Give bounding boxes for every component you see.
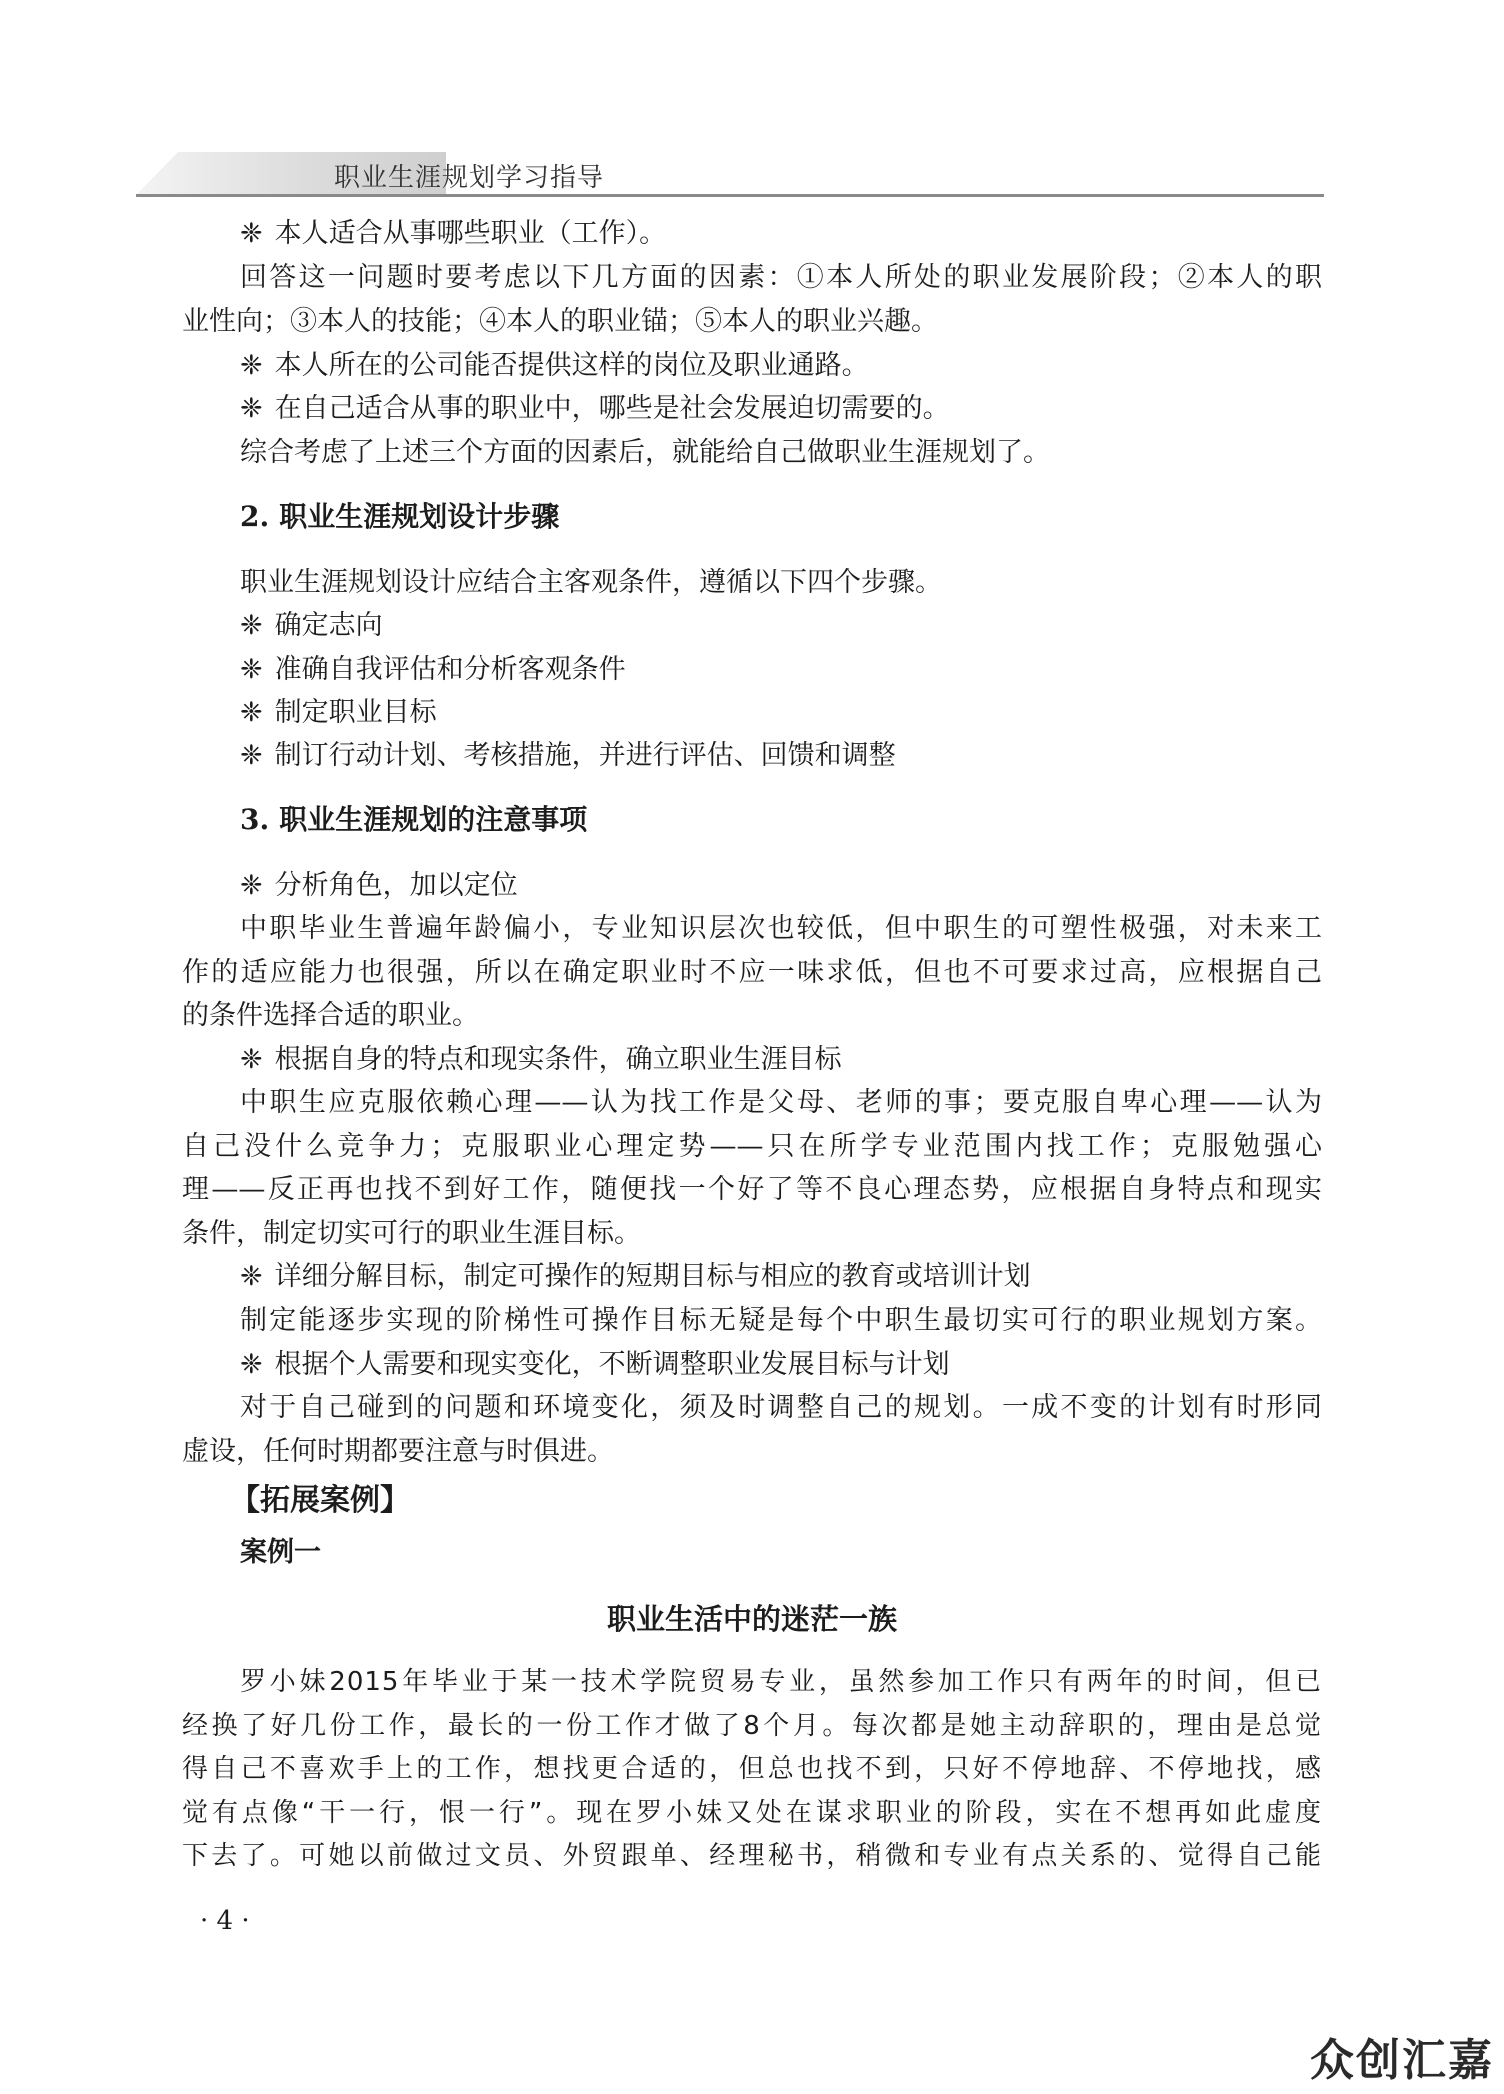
watermark-logo: 众创汇嘉: [1310, 2035, 1494, 2086]
extension-label: 【拓展案例】: [230, 1483, 410, 1518]
case-paragraph-line: 经换了好几份工作，最长的一份工作才做了8个月。每次都是她主动辞职的，理由是总觉: [182, 1711, 1322, 1741]
bullet-icon: ❈: [240, 1349, 263, 1380]
bullet-item: ❈ 本人所在的公司能否提供这样的岗位及职业通路。: [240, 350, 869, 381]
paragraph-line: 回答这一问题时要考虑以下几方面的因素：①本人所处的职业发展阶段；②本人的职: [240, 262, 1322, 293]
paragraph-line: 职业生涯规划设计应结合主客观条件，遵循以下四个步骤。: [240, 567, 942, 598]
paragraph-line: 中职毕业生普遍年龄偏小，专业知识层次也较低，但中职生的可塑性极强，对未来工: [240, 913, 1322, 944]
bullet-item: ❈ 分析角色，加以定位: [240, 870, 518, 901]
running-header: [136, 152, 1324, 198]
bullet-icon: ❈: [240, 393, 263, 424]
bullet-icon: ❈: [240, 350, 263, 381]
bullet-icon: ❈: [240, 1044, 263, 1075]
case-paragraph-line: 罗小妹2015年毕业于某一技术学院贸易专业，虽然参加工作只有两年的时间，但已: [240, 1667, 1322, 1697]
case-label: 案例一: [240, 1537, 321, 1568]
bullet-icon: ❈: [240, 697, 263, 728]
section-heading: 3. 职业生涯规划的注意事项: [240, 803, 588, 836]
step-item: ❈ 确定志向: [240, 610, 383, 641]
paragraph-line: 理——反正再也找不到好工作，随便找一个好了等不良心理态势，应根据自身特点和现实: [182, 1174, 1322, 1205]
paragraph-line: 中职生应克服依赖心理——认为找工作是父母、老师的事；要克服自卑心理——认为: [240, 1087, 1322, 1118]
running-header-title: 职业生涯规划学习指导: [334, 163, 605, 193]
bullet-icon: ❈: [240, 610, 263, 641]
case-paragraph-line: 得自己不喜欢手上的工作，想找更合适的，但总也找不到，只好不停地辞、不停地找，感: [182, 1754, 1322, 1784]
case-paragraph-line: 下去了。可她以前做过文员、外贸跟单、经理秘书，稍微和专业有点关系的、觉得自己能: [182, 1841, 1322, 1871]
paragraph-line: 的条件选择合适的职业。: [182, 1000, 479, 1031]
bullet-item: ❈ 根据自身的特点和现实条件，确立职业生涯目标: [240, 1044, 842, 1075]
bullet-item: ❈ 根据个人需要和现实变化，不断调整职业发展目标与计划: [240, 1349, 950, 1380]
step-item: ❈ 制订行动计划、考核措施，并进行评估、回馈和调整: [240, 740, 896, 771]
bullet-icon: ❈: [240, 1261, 263, 1292]
bullet-icon: ❈: [240, 740, 263, 771]
paragraph-line: 作的适应能力也很强，所以在确定职业时不应一味求低，但也不可要求过高，应根据自己: [182, 957, 1322, 988]
paragraph-line: 自己没什么竞争力；克服职业心理定势——只在所学专业范围内找工作；克服勉强心: [182, 1131, 1322, 1162]
header-rule: [136, 194, 1324, 197]
case-paragraph-line: 觉有点像“干一行，恨一行”。现在罗小妹又处在谋求职业的阶段，实在不想再如此虚度: [182, 1798, 1322, 1828]
paragraph-line: 综合考虑了上述三个方面的因素后，就能给自己做职业生涯规划了。: [240, 437, 1050, 468]
section-heading: 2. 职业生涯规划设计步骤: [240, 500, 560, 533]
step-item: ❈ 制定职业目标: [240, 697, 437, 728]
bullet-icon: ❈: [240, 654, 263, 685]
paragraph-line: 制定能逐步实现的阶梯性可操作目标无疑是每个中职生最切实可行的职业规划方案。: [240, 1305, 1322, 1336]
paragraph-line: 虚设，任何时期都要注意与时俱进。: [182, 1436, 614, 1467]
step-item: ❈ 准确自我评估和分析客观条件: [240, 654, 626, 685]
bullet-item: ❈ 在自己适合从事的职业中，哪些是社会发展迫切需要的。: [240, 393, 950, 424]
paragraph-line: 条件，制定切实可行的职业生涯目标。: [182, 1218, 641, 1249]
bullet-item: ❈ 详细分解目标，制定可操作的短期目标与相应的教育或培训计划: [240, 1261, 1031, 1292]
case-title: 职业生活中的迷茫一族: [606, 1602, 897, 1636]
bullet-item: ❈ 本人适合从事哪些职业（工作）。: [240, 218, 667, 249]
paragraph-line: 对于自己碰到的问题和环境变化，须及时调整自己的规划。一成不变的计划有时形同: [240, 1392, 1322, 1423]
bullet-icon: ❈: [240, 870, 263, 901]
page-number: · 4 ·: [200, 1906, 250, 1936]
bullet-icon: ❈: [240, 218, 263, 249]
paragraph-line: 业性向；③本人的技能；④本人的职业锚；⑤本人的职业兴趣。: [182, 306, 938, 337]
